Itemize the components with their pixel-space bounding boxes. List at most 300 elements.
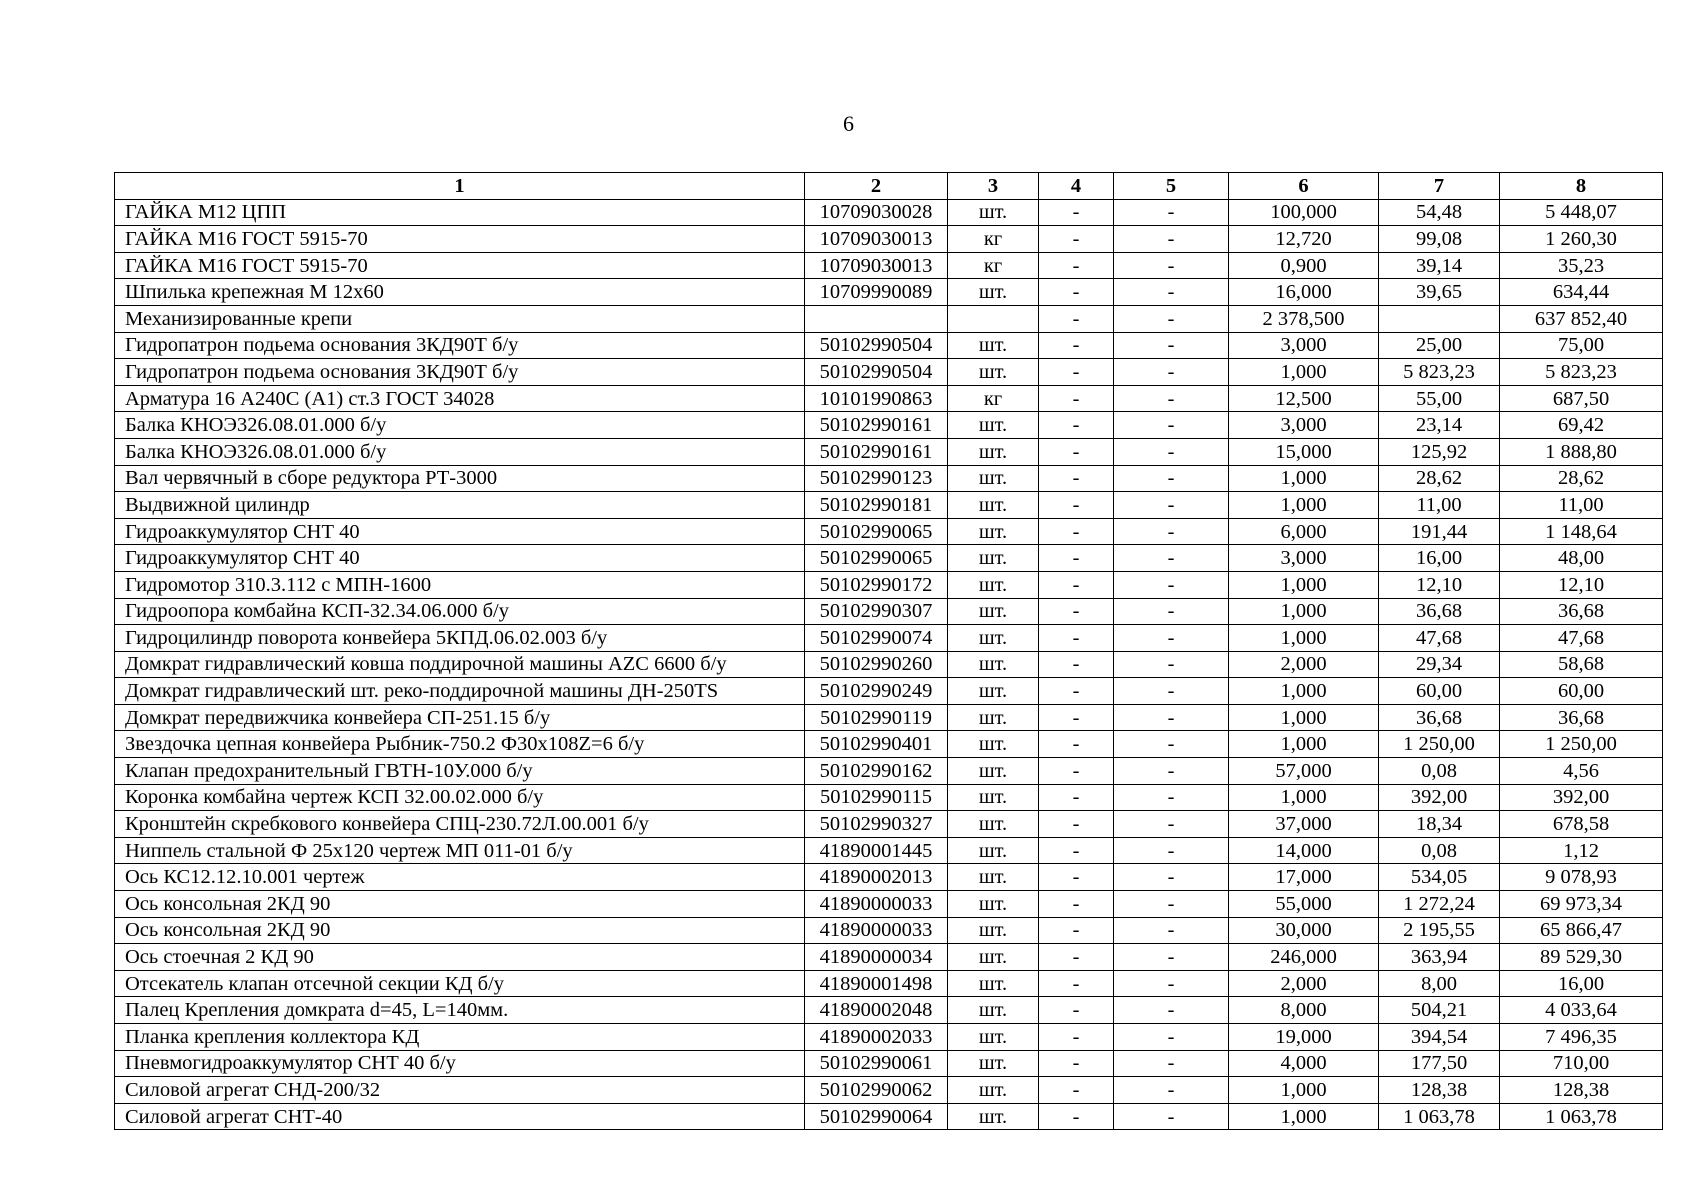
item-name-cell: Вал червячный в сборе редуктора РТ-3000 [115, 465, 805, 492]
quantity-cell: 2,000 [1229, 651, 1379, 678]
quantity-cell: 19,000 [1229, 1024, 1379, 1051]
unit-cell: шт. [948, 412, 1039, 439]
unit-cell: шт. [948, 518, 1039, 545]
unit-cell: шт. [948, 545, 1039, 572]
amount-cell: 1 063,78 [1500, 1103, 1663, 1130]
quantity-cell: 57,000 [1229, 758, 1379, 785]
quantity-cell: 14,000 [1229, 837, 1379, 864]
amount-cell: 11,00 [1500, 492, 1663, 519]
col-5-cell: - [1114, 864, 1229, 891]
col-4-cell: - [1039, 305, 1114, 332]
unit-cell: шт. [948, 704, 1039, 731]
item-name-cell: Механизированные крепи [115, 305, 805, 332]
col-5-cell: - [1114, 438, 1229, 465]
quantity-cell: 1,000 [1229, 784, 1379, 811]
price-cell: 36,68 [1379, 598, 1500, 625]
col-4-cell: - [1039, 1024, 1114, 1051]
unit-cell: шт. [948, 891, 1039, 918]
amount-cell: 69 973,34 [1500, 891, 1663, 918]
unit-cell: кг [948, 385, 1039, 412]
unit-cell: шт. [948, 997, 1039, 1024]
table-row [115, 1103, 1663, 1130]
item-name-cell: Ниппель стальной Ф 25х120 чертеж МП 011-01 б/у [115, 837, 805, 864]
header-col-2: 2 [805, 173, 948, 200]
col-4-cell: - [1039, 970, 1114, 997]
table-row [115, 891, 1663, 918]
table-row [115, 226, 1663, 253]
col-4-cell: - [1039, 1077, 1114, 1104]
col-5-cell: - [1114, 970, 1229, 997]
amount-cell: 36,68 [1500, 704, 1663, 731]
price-cell [1379, 305, 1500, 332]
amount-cell: 65 866,47 [1500, 917, 1663, 944]
table-row [115, 704, 1663, 731]
col-5-cell: - [1114, 837, 1229, 864]
unit-cell: шт. [948, 1103, 1039, 1130]
unit-cell: шт. [948, 731, 1039, 758]
table-body [115, 199, 1663, 1130]
unit-cell: шт. [948, 279, 1039, 306]
item-code-cell: 50102990260 [805, 651, 948, 678]
amount-cell: 5 823,23 [1500, 359, 1663, 386]
price-cell: 125,92 [1379, 438, 1500, 465]
item-code-cell: 50102990504 [805, 332, 948, 359]
unit-cell [948, 305, 1039, 332]
header-col-1: 1 [115, 173, 805, 200]
col-4-cell: - [1039, 651, 1114, 678]
table-row [115, 518, 1663, 545]
col-5-cell: - [1114, 997, 1229, 1024]
quantity-cell: 30,000 [1229, 917, 1379, 944]
col-4-cell: - [1039, 545, 1114, 572]
price-cell: 18,34 [1379, 811, 1500, 838]
table-row [115, 625, 1663, 652]
price-cell: 99,08 [1379, 226, 1500, 253]
item-code-cell [805, 305, 948, 332]
amount-cell: 1 260,30 [1500, 226, 1663, 253]
price-cell: 36,68 [1379, 704, 1500, 731]
price-cell: 28,62 [1379, 465, 1500, 492]
quantity-cell: 2 378,500 [1229, 305, 1379, 332]
unit-cell: шт. [948, 944, 1039, 971]
price-cell: 0,08 [1379, 837, 1500, 864]
unit-cell: шт. [948, 465, 1039, 492]
col-5-cell: - [1114, 359, 1229, 386]
amount-cell: 4 033,64 [1500, 997, 1663, 1024]
col-5-cell: - [1114, 704, 1229, 731]
table-row [115, 1024, 1663, 1051]
item-name-cell: Гидроаккумулятор СНТ 40 [115, 518, 805, 545]
unit-cell: шт. [948, 625, 1039, 652]
col-4-cell: - [1039, 492, 1114, 519]
unit-cell: шт. [948, 758, 1039, 785]
col-4-cell: - [1039, 704, 1114, 731]
col-5-cell: - [1114, 731, 1229, 758]
col-5-cell: - [1114, 651, 1229, 678]
item-name-cell: Шпилька крепежная М 12х60 [115, 279, 805, 306]
col-5-cell: - [1114, 305, 1229, 332]
col-5-cell: - [1114, 1103, 1229, 1130]
page-number: 6 [843, 111, 854, 136]
col-4-cell: - [1039, 625, 1114, 652]
col-4-cell: - [1039, 997, 1114, 1024]
table-row [115, 438, 1663, 465]
price-cell: 12,10 [1379, 571, 1500, 598]
col-5-cell: - [1114, 784, 1229, 811]
quantity-cell: 17,000 [1229, 864, 1379, 891]
item-name-cell: Гидроаккумулятор СНТ 40 [115, 545, 805, 572]
col-5-cell: - [1114, 1024, 1229, 1051]
unit-cell: шт. [948, 1077, 1039, 1104]
item-name-cell: Силовой агрегат СНТ-40 [115, 1103, 805, 1130]
header-col-3: 3 [948, 173, 1039, 200]
col-4-cell: - [1039, 837, 1114, 864]
item-name-cell: Балка КНОЭ326.08.01.000 б/у [115, 412, 805, 439]
quantity-cell: 6,000 [1229, 518, 1379, 545]
amount-cell: 634,44 [1500, 279, 1663, 306]
col-4-cell: - [1039, 226, 1114, 253]
item-code-cell: 41890000034 [805, 944, 948, 971]
table-row [115, 864, 1663, 891]
item-code-cell: 10101990863 [805, 385, 948, 412]
item-code-cell: 50102990065 [805, 518, 948, 545]
item-code-cell: 50102990161 [805, 412, 948, 439]
item-code-cell: 50102990249 [805, 678, 948, 705]
table-row [115, 678, 1663, 705]
table-row [115, 970, 1663, 997]
col-4-cell: - [1039, 412, 1114, 439]
col-4-cell: - [1039, 678, 1114, 705]
price-cell: 54,48 [1379, 199, 1500, 226]
item-code-cell: 50102990115 [805, 784, 948, 811]
item-code-cell: 50102990061 [805, 1050, 948, 1077]
table-row [115, 651, 1663, 678]
quantity-cell: 37,000 [1229, 811, 1379, 838]
col-4-cell: - [1039, 1050, 1114, 1077]
price-cell: 534,05 [1379, 864, 1500, 891]
item-name-cell: Ось консольная 2КД 90 [115, 891, 805, 918]
unit-cell: шт. [948, 837, 1039, 864]
table-row [115, 279, 1663, 306]
quantity-cell: 1,000 [1229, 492, 1379, 519]
header-col-8: 8 [1500, 173, 1663, 200]
table-row [115, 412, 1663, 439]
price-cell: 39,65 [1379, 279, 1500, 306]
amount-cell: 36,68 [1500, 598, 1663, 625]
quantity-cell: 16,000 [1229, 279, 1379, 306]
item-code-cell: 50102990062 [805, 1077, 948, 1104]
col-5-cell: - [1114, 571, 1229, 598]
col-4-cell: - [1039, 518, 1114, 545]
item-code-cell: 41890002048 [805, 997, 948, 1024]
table-row [115, 944, 1663, 971]
table-row [115, 758, 1663, 785]
unit-cell: шт. [948, 1024, 1039, 1051]
unit-cell: шт. [948, 811, 1039, 838]
quantity-cell: 15,000 [1229, 438, 1379, 465]
table-row [115, 811, 1663, 838]
item-name-cell: Кронштейн скребкового конвейера СПЦ-230.72Л.00.001 б/у [115, 811, 805, 838]
amount-cell: 89 529,30 [1500, 944, 1663, 971]
price-cell: 39,14 [1379, 252, 1500, 279]
quantity-cell: 3,000 [1229, 545, 1379, 572]
col-5-cell: - [1114, 598, 1229, 625]
col-5-cell: - [1114, 412, 1229, 439]
amount-cell: 1 250,00 [1500, 731, 1663, 758]
unit-cell: кг [948, 252, 1039, 279]
table-row [115, 252, 1663, 279]
quantity-cell: 4,000 [1229, 1050, 1379, 1077]
amount-cell: 687,50 [1500, 385, 1663, 412]
item-code-cell: 41890001445 [805, 837, 948, 864]
table-row [115, 332, 1663, 359]
item-name-cell: Домкрат гидравлический шт. реко-поддирочной машины ДН-250TS [115, 678, 805, 705]
price-cell: 25,00 [1379, 332, 1500, 359]
item-name-cell: Гидропатрон подьема основания 3КД90Т б/у [115, 332, 805, 359]
unit-cell: шт. [948, 917, 1039, 944]
amount-cell: 58,68 [1500, 651, 1663, 678]
col-4-cell: - [1039, 864, 1114, 891]
price-cell: 177,50 [1379, 1050, 1500, 1077]
col-5-cell: - [1114, 252, 1229, 279]
col-4-cell: - [1039, 199, 1114, 226]
amount-cell: 5 448,07 [1500, 199, 1663, 226]
item-code-cell: 41890000033 [805, 917, 948, 944]
item-code-cell: 50102990161 [805, 438, 948, 465]
amount-cell: 1,12 [1500, 837, 1663, 864]
inventory-table [114, 172, 1663, 1130]
col-4-cell: - [1039, 811, 1114, 838]
col-5-cell: - [1114, 811, 1229, 838]
price-cell: 394,54 [1379, 1024, 1500, 1051]
item-code-cell: 41890002033 [805, 1024, 948, 1051]
unit-cell: шт. [948, 598, 1039, 625]
table-row [115, 997, 1663, 1024]
amount-cell: 35,23 [1500, 252, 1663, 279]
item-code-cell: 50102990172 [805, 571, 948, 598]
col-5-cell: - [1114, 1050, 1229, 1077]
item-code-cell: 50102990181 [805, 492, 948, 519]
amount-cell: 392,00 [1500, 784, 1663, 811]
col-5-cell: - [1114, 518, 1229, 545]
item-code-cell: 50102990327 [805, 811, 948, 838]
price-cell: 47,68 [1379, 625, 1500, 652]
col-4-cell: - [1039, 784, 1114, 811]
table-row [115, 545, 1663, 572]
price-cell: 2 195,55 [1379, 917, 1500, 944]
item-code-cell: 50102990123 [805, 465, 948, 492]
quantity-cell: 1,000 [1229, 598, 1379, 625]
item-code-cell: 50102990119 [805, 704, 948, 731]
quantity-cell: 100,000 [1229, 199, 1379, 226]
amount-cell: 9 078,93 [1500, 864, 1663, 891]
quantity-cell: 3,000 [1229, 332, 1379, 359]
amount-cell: 12,10 [1500, 571, 1663, 598]
amount-cell: 16,00 [1500, 970, 1663, 997]
quantity-cell: 1,000 [1229, 1077, 1379, 1104]
item-name-cell: Ось консольная 2КД 90 [115, 917, 805, 944]
table-row [115, 837, 1663, 864]
price-cell: 392,00 [1379, 784, 1500, 811]
item-name-cell: Звездочка цепная конвейера Рыбник-750.2 Ф30х108Z=6 б/у [115, 731, 805, 758]
col-4-cell: - [1039, 332, 1114, 359]
item-code-cell: 50102990401 [805, 731, 948, 758]
header-row [115, 173, 1663, 200]
amount-cell: 637 852,40 [1500, 305, 1663, 332]
price-cell: 1 063,78 [1379, 1103, 1500, 1130]
table-row [115, 385, 1663, 412]
item-name-cell: Отсекатель клапан отсечной секции КД б/у [115, 970, 805, 997]
amount-cell: 128,38 [1500, 1077, 1663, 1104]
item-name-cell: Домкрат гидравлический ковша поддирочной машины AZC 6600 б/у [115, 651, 805, 678]
col-4-cell: - [1039, 359, 1114, 386]
item-name-cell: Домкрат передвижчика конвейера СП-251.15 б/у [115, 704, 805, 731]
price-cell: 11,00 [1379, 492, 1500, 519]
unit-cell: шт. [948, 651, 1039, 678]
header-col-7: 7 [1379, 173, 1500, 200]
unit-cell: шт. [948, 864, 1039, 891]
item-name-cell: Выдвижной цилиндр [115, 492, 805, 519]
quantity-cell: 1,000 [1229, 625, 1379, 652]
unit-cell: шт. [948, 1050, 1039, 1077]
table-row [115, 1050, 1663, 1077]
header-col-4: 4 [1039, 173, 1114, 200]
table-row [115, 465, 1663, 492]
item-name-cell: Гидроцилиндр поворота конвейера 5КПД.06.02.003 б/у [115, 625, 805, 652]
table-row [115, 571, 1663, 598]
unit-cell: шт. [948, 359, 1039, 386]
item-name-cell: Арматура 16 А240С (А1) ст.3 ГОСТ 34028 [115, 385, 805, 412]
unit-cell: шт. [948, 332, 1039, 359]
item-name-cell: Пневмогидроаккумулятор СНТ 40 б/у [115, 1050, 805, 1077]
item-code-cell: 10709030013 [805, 226, 948, 253]
item-code-cell: 50102990162 [805, 758, 948, 785]
item-name-cell: Силовой агрегат СНД-200/32 [115, 1077, 805, 1104]
price-cell: 1 272,24 [1379, 891, 1500, 918]
price-cell: 0,08 [1379, 758, 1500, 785]
col-5-cell: - [1114, 226, 1229, 253]
col-5-cell: - [1114, 199, 1229, 226]
col-4-cell: - [1039, 385, 1114, 412]
table-row [115, 1077, 1663, 1104]
table-row [115, 598, 1663, 625]
col-4-cell: - [1039, 465, 1114, 492]
price-cell: 5 823,23 [1379, 359, 1500, 386]
item-name-cell: Гидроопора комбайна КСП-32.34.06.000 б/у [115, 598, 805, 625]
amount-cell: 69,42 [1500, 412, 1663, 439]
price-cell: 8,00 [1379, 970, 1500, 997]
amount-cell: 4,56 [1500, 758, 1663, 785]
col-4-cell: - [1039, 891, 1114, 918]
price-cell: 504,21 [1379, 997, 1500, 1024]
item-name-cell: Клапан предохранительный ГВТН-10У.000 б/у [115, 758, 805, 785]
col-5-cell: - [1114, 891, 1229, 918]
table-row [115, 199, 1663, 226]
price-cell: 29,34 [1379, 651, 1500, 678]
price-cell: 23,14 [1379, 412, 1500, 439]
table-row [115, 492, 1663, 519]
unit-cell: шт. [948, 678, 1039, 705]
quantity-cell: 3,000 [1229, 412, 1379, 439]
item-code-cell: 41890001498 [805, 970, 948, 997]
price-cell: 1 250,00 [1379, 731, 1500, 758]
col-5-cell: - [1114, 465, 1229, 492]
header-col-5: 5 [1114, 173, 1229, 200]
col-5-cell: - [1114, 492, 1229, 519]
unit-cell: шт. [948, 199, 1039, 226]
item-name-cell: Гидропатрон подьема основания 3КД90Т б/у [115, 359, 805, 386]
unit-cell: шт. [948, 571, 1039, 598]
table-row [115, 917, 1663, 944]
quantity-cell: 12,500 [1229, 385, 1379, 412]
table-row [115, 731, 1663, 758]
quantity-cell: 2,000 [1229, 970, 1379, 997]
quantity-cell: 1,000 [1229, 1103, 1379, 1130]
price-cell: 128,38 [1379, 1077, 1500, 1104]
item-code-cell: 41890000033 [805, 891, 948, 918]
item-name-cell: Планка крепления коллектора КД [115, 1024, 805, 1051]
amount-cell: 75,00 [1500, 332, 1663, 359]
col-5-cell: - [1114, 917, 1229, 944]
item-name-cell: ГАЙКА М16 ГОСТ 5915-70 [115, 226, 805, 253]
item-code-cell: 10709030013 [805, 252, 948, 279]
price-cell: 191,44 [1379, 518, 1500, 545]
quantity-cell: 1,000 [1229, 731, 1379, 758]
col-4-cell: - [1039, 571, 1114, 598]
amount-cell: 710,00 [1500, 1050, 1663, 1077]
col-4-cell: - [1039, 1103, 1114, 1130]
col-5-cell: - [1114, 279, 1229, 306]
header-col-6: 6 [1229, 173, 1379, 200]
price-cell: 363,94 [1379, 944, 1500, 971]
amount-cell: 678,58 [1500, 811, 1663, 838]
item-name-cell: Балка КНОЭ326.08.01.000 б/у [115, 438, 805, 465]
quantity-cell: 8,000 [1229, 997, 1379, 1024]
unit-cell: шт. [948, 970, 1039, 997]
col-5-cell: - [1114, 625, 1229, 652]
quantity-cell: 0,900 [1229, 252, 1379, 279]
col-5-cell: - [1114, 1077, 1229, 1104]
price-cell: 55,00 [1379, 385, 1500, 412]
col-4-cell: - [1039, 598, 1114, 625]
table-row [115, 305, 1663, 332]
col-5-cell: - [1114, 944, 1229, 971]
col-5-cell: - [1114, 385, 1229, 412]
item-name-cell: ГАЙКА М16 ГОСТ 5915-70 [115, 252, 805, 279]
item-name-cell: Палец Крепления домкрата d=45, L=140мм. [115, 997, 805, 1024]
amount-cell: 7 496,35 [1500, 1024, 1663, 1051]
col-4-cell: - [1039, 279, 1114, 306]
item-code-cell: 50102990065 [805, 545, 948, 572]
item-code-cell: 41890002013 [805, 864, 948, 891]
item-code-cell: 50102990504 [805, 359, 948, 386]
table-header [115, 173, 1663, 200]
unit-cell: шт. [948, 438, 1039, 465]
col-5-cell: - [1114, 545, 1229, 572]
price-cell: 16,00 [1379, 545, 1500, 572]
col-4-cell: - [1039, 438, 1114, 465]
table-row [115, 359, 1663, 386]
quantity-cell: 55,000 [1229, 891, 1379, 918]
price-cell: 60,00 [1379, 678, 1500, 705]
quantity-cell: 1,000 [1229, 359, 1379, 386]
col-4-cell: - [1039, 731, 1114, 758]
unit-cell: шт. [948, 492, 1039, 519]
col-4-cell: - [1039, 252, 1114, 279]
item-name-cell: ГАЙКА М12 ЦПП [115, 199, 805, 226]
unit-cell: шт. [948, 784, 1039, 811]
col-4-cell: - [1039, 944, 1114, 971]
